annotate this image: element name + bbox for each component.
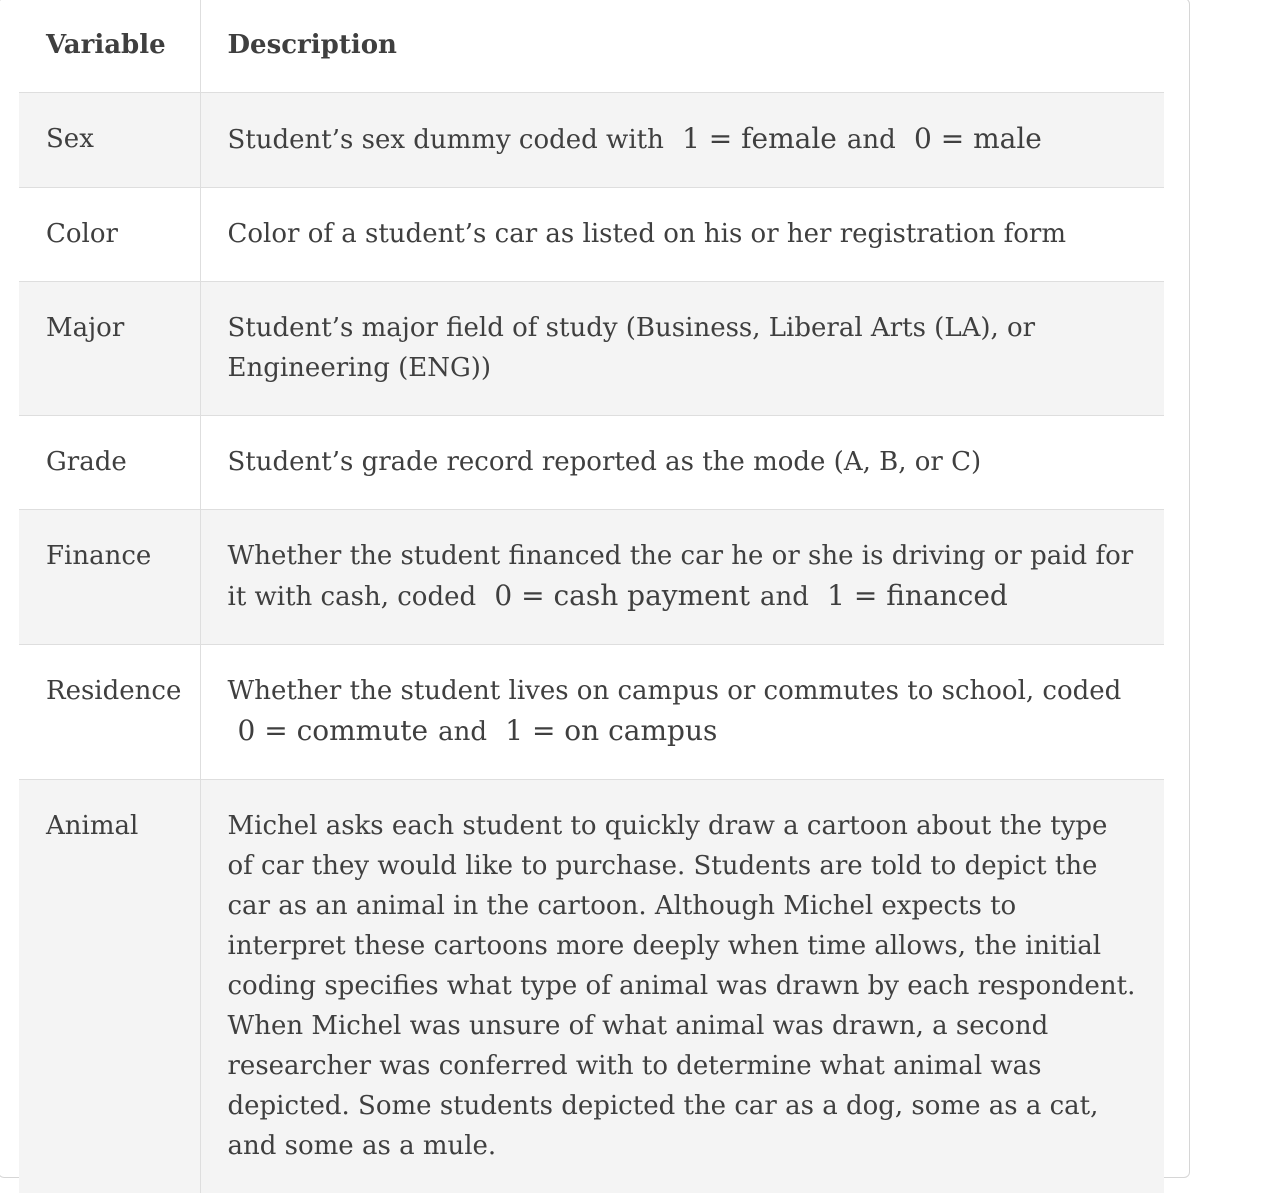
variable-cell: Finance [19,510,200,645]
table-header-row [19,0,1164,93]
table-row [19,188,1164,282]
variables-table [19,0,1164,1193]
description-cell: Student’s grade record reported as the mode (A, B, or C) [200,416,1164,510]
variable-cell: Animal [19,780,200,1193]
description-cell: Color of a student’s car as listed on his or her registration form [200,188,1164,282]
math-expression: 1 = financed [817,579,1018,612]
variable-cell: Major [19,282,200,416]
description-cell [200,645,1164,780]
math-expression: 0 = cash payment [484,579,760,612]
math-expression: 0 = male [904,122,1052,155]
description-cell [200,510,1164,645]
conjunction-text: and [847,125,896,155]
header-description: Description [200,0,1164,93]
description-cell: Michel asks each student to quickly draw a cartoon about the type of car they would like to purchase. Students are told to depict the car as an animal in the cartoon. Although Michel expects to interpret these cartoons more deeply when time allows, the initial coding specifies what type of animal was drawn by each respondent. When Michel was unsure of what animal was drawn, a second researcher was conferred with to determine what animal was depicted. Some students depicted the car as a dog, some as a cat, and some as a mule. [200,780,1164,1193]
variable-cell: Sex [19,93,200,188]
math-expression: 0 = commute [228,714,439,747]
table-row [19,510,1164,645]
description-text: Whether the student financed the car he or she is driving or paid for it with cash, coded [228,541,1134,612]
variable-cell: Residence [19,645,200,780]
variable-cell: Grade [19,416,200,510]
table-row [19,282,1164,416]
description-text: Whether the student lives on campus or commutes to school, coded [228,676,1122,706]
header-variable: Variable [19,0,200,93]
description-cell [200,93,1164,188]
table-row [19,93,1164,188]
description-cell: Student’s major field of study (Business, Liberal Arts (LA), or Engineering (ENG)) [200,282,1164,416]
math-expression: 1 = female [672,122,847,155]
conjunction-text: and [760,582,809,612]
conjunction-text: and [438,717,487,747]
variable-cell: Color [19,188,200,282]
table-row [19,645,1164,780]
math-expression: 1 = on campus [495,714,727,747]
table-row [19,780,1164,1193]
table-row [19,416,1164,510]
description-text: Student’s sex dummy coded with [228,125,664,155]
